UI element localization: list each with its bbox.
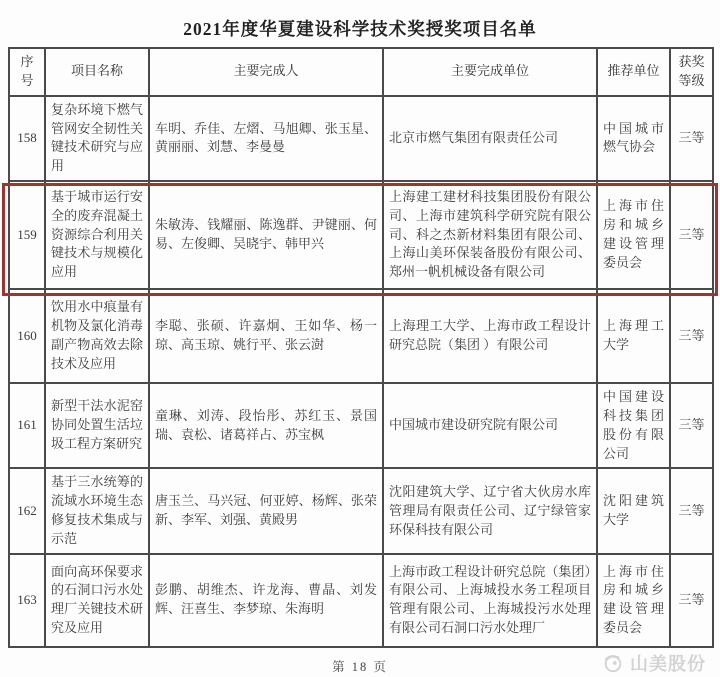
cell-people: 李聪、张硕、许嘉炯、王如华、杨一琼、高玉琼、姚行平、张云澍 (149, 289, 383, 383)
table-row (9, 468, 713, 553)
cell-project: 新型干法水泥窑协同处置生活垃圾工程方案研究 (45, 383, 149, 468)
page-title: 2021年度华夏建设科学技术奖授奖项目名单 (183, 19, 537, 39)
cell-project: 面向高环保要求的石洞口污水处理厂关键技术研究及应用 (45, 554, 149, 647)
page-number: 第 18 页 (332, 660, 388, 674)
cell-units: 北京市燃气集团有限责任公司 (383, 96, 597, 181)
header-project: 项目名称 (45, 48, 149, 96)
cell-grade: 三等 (670, 289, 713, 383)
header-people: 主要完成人 (149, 48, 383, 96)
cell-people: 彭鹏、胡维杰、许龙海、曹晶、刘发辉、汪喜生、李梦琼、朱海明 (149, 554, 383, 647)
header-grade: 获奖等级 (670, 48, 713, 96)
cell-recommender: 中国建设科技集团股份有限公司 (597, 383, 670, 468)
cell-units: 沈阳建筑大学、辽宁省大伙房水库管理局有限责任公司、辽宁绿管家环保科技有限公司 (383, 468, 597, 553)
award-table (8, 47, 714, 648)
cell-grade: 三等 (670, 383, 713, 468)
cell-recommender: 上海市住房和城乡建设管理委员会 (597, 181, 670, 289)
cell-project: 饮用水中痕量有机物及氯化消毒副产物高效去除技术及应用 (45, 289, 149, 383)
cell-recommender: 上海市住房和城乡建设管理委员会 (597, 554, 670, 647)
cell-recommender: 中国城市燃气协会 (597, 96, 670, 181)
table-row-highlighted (9, 181, 713, 289)
table-row (9, 96, 713, 181)
watermark-text: 山美股份 (630, 654, 706, 674)
cell-recommender: 上海理工大学 (597, 289, 670, 383)
header-row (9, 48, 713, 96)
watermark (602, 650, 706, 676)
cell-people: 唐玉兰、马兴冠、何亚婷、杨辉、张荣新、李军、刘强、黄殿男 (149, 468, 383, 553)
header-no: 序号 (9, 48, 45, 96)
cell-people: 车明、乔佳、左熠、马旭卿、张玉星、黄丽丽、刘慧、李曼曼 (149, 96, 383, 181)
cell-project: 复杂环境下燃气管网安全韧性关键技术研究与应用 (45, 96, 149, 181)
table-row (9, 554, 713, 647)
cell-grade: 三等 (670, 468, 713, 553)
cell-project: 基于城市运行安全的废弃混凝土资源综合利用关键技术与规模化应用 (45, 181, 149, 289)
header-recommender: 推荐单位 (597, 48, 670, 96)
cell-recommender: 沈阳建筑大学 (597, 468, 670, 553)
cell-project: 基于三水统筹的流域水环境生态修复技术集成与示范 (45, 468, 149, 553)
cell-grade: 三等 (670, 181, 713, 289)
cell-units: 中国城市建设研究院有限公司 (383, 383, 597, 468)
cell-no: 158 (9, 96, 45, 181)
cell-no: 163 (9, 554, 45, 647)
cell-no: 162 (9, 468, 45, 553)
cell-units: 上海市政工程设计研究总院（集团）有限公司、上海城投水务工程项目管理有限公司、上海城投污水处理有限公司石洞口污水处理厂 (383, 554, 597, 647)
cell-people: 童琳、刘涛、段怡彤、苏红玉、景国瑞、袁松、诸葛祥占、苏宝枫 (149, 383, 383, 468)
cell-units: 上海理工大学、上海市政工程设计研究总院（集团 ）有限公司 (383, 289, 597, 383)
table-row (9, 383, 713, 468)
shanmei-logo-icon (602, 652, 624, 674)
cell-grade: 三等 (670, 96, 713, 181)
cell-no: 161 (9, 383, 45, 468)
table-row (9, 289, 713, 383)
cell-no: 160 (9, 289, 45, 383)
cell-no: 159 (9, 181, 45, 289)
cell-people: 朱敏涛、钱耀丽、陈逸群、尹键丽、何易、左俊卿、吴晓宇、韩甲兴 (149, 181, 383, 289)
cell-units: 上海建工建材科技集团股份有限公司、上海市建筑科学研究院有限公司、科之杰新材料集团有限公司、上海山美环保装备股份有限公司、郑州一帆机械设备有限公司 (383, 181, 597, 289)
cell-grade: 三等 (670, 554, 713, 647)
header-units: 主要完成单位 (383, 48, 597, 96)
